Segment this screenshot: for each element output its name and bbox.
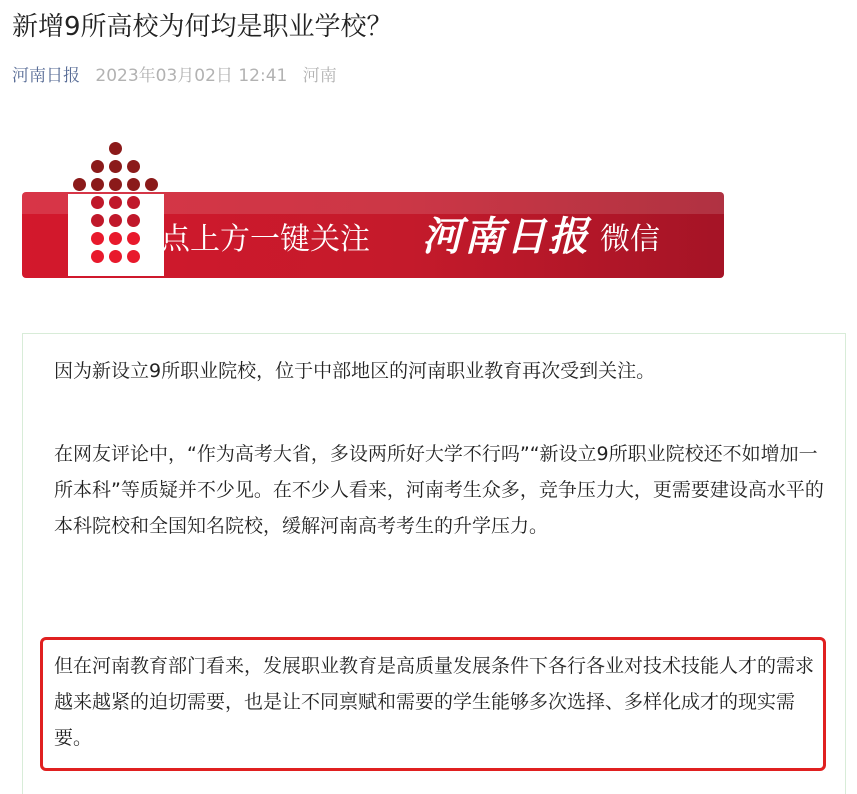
logo-dot	[127, 232, 140, 245]
logo-dot	[109, 250, 122, 263]
logo-dot	[127, 250, 140, 263]
logo-dot	[109, 196, 122, 209]
logo-dot	[91, 232, 104, 245]
logo-dot	[91, 196, 104, 209]
logo-dot	[91, 214, 104, 227]
dot-logo-icon	[68, 142, 164, 276]
logo-dot	[109, 142, 122, 155]
logo-dot	[109, 214, 122, 227]
logo-dot	[109, 178, 122, 191]
logo-dot	[91, 160, 104, 173]
paragraph-2: 在网友评论中，“作为高考大省，多设两所好大学不行吗”“新设立9所职业院校还不如增加一所本科”等质疑并不少见。在不少人看来，河南考生众多，竞争压力大，更需要建设高水平的本科院校和全国知名院校，缓解河南高考考生的升学压力。	[54, 443, 824, 537]
logo-dot	[127, 178, 140, 191]
banner-suffix-text: 微信	[600, 222, 660, 257]
banner-follow-text: 点上方一键关注	[160, 222, 370, 257]
logo-dot	[91, 250, 104, 263]
logo-dot	[127, 196, 140, 209]
source-link[interactable]: 河南日报	[12, 66, 80, 86]
publish-location: 河南	[302, 66, 337, 86]
logo-dot	[145, 178, 158, 191]
follow-banner[interactable]	[22, 140, 724, 280]
logo-dot	[127, 214, 140, 227]
banner-brand-logo: 河南日报	[422, 213, 590, 260]
publish-date: 2023年03月02日 12:41	[95, 66, 288, 86]
article-title: 新增9所高校为何均是职业学校？	[12, 12, 393, 42]
logo-dot	[109, 232, 122, 245]
logo-dot	[109, 160, 122, 173]
logo-dot	[127, 160, 140, 173]
logo-dot	[91, 178, 104, 191]
logo-dot	[73, 178, 86, 191]
paragraph-1: 因为新设立9所职业院校，位于中部地区的河南职业教育再次受到关注。	[54, 360, 656, 382]
article-meta	[12, 62, 337, 90]
paragraph-3-highlighted: 但在河南教育部门看来，发展职业教育是高质量发展条件下各行各业对技术技能人才的需求越来越紧的迫切需要，也是让不同禀赋和需要的学生能够多次选择、多样化成才的现实需要。	[54, 655, 815, 749]
